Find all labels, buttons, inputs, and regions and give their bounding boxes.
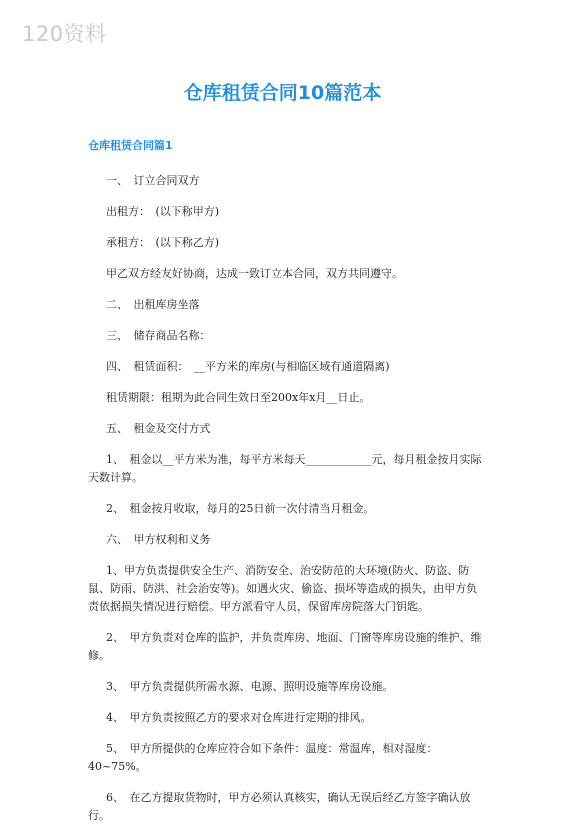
paragraph: 3、 甲方负责提供所需水源、电源、照明设施等库房设施。: [106, 680, 394, 693]
paragraph: 出租方： (以下称甲方): [106, 205, 220, 218]
paragraph: 2、 甲方负责对仓库的监护，并负责库房、地面、门窗等库房设施的维护、维修。: [88, 631, 482, 662]
paragraph: 二、 出租库房坐落: [106, 298, 200, 311]
paragraph: 四、 租赁面积： __平方米的库房(与相临区域有通道隔离): [106, 360, 390, 373]
section-heading: 仓库租赁合同篇1: [88, 139, 173, 152]
paragraph: 4、 甲方负责按照乙方的要求对仓库进行定期的排风。: [106, 711, 372, 724]
paragraph: 六、 甲方权利和义务: [106, 533, 211, 546]
paragraph: 5、 甲方所提供的仓库应符合如下条件：温度：常温库，相对湿度：40~75%。: [88, 742, 438, 773]
paragraph: 承租方： (以下称乙方): [106, 236, 220, 249]
paragraph: 租赁期限：租期为此合同生效日至200x年x月__日止。: [106, 391, 371, 404]
paragraph: 6、 在乙方提取货物时，甲方必须认真核实，确认无误后经乙方签字确认放行。: [88, 791, 471, 822]
paragraph: 1、 租金以__平方米为准，每平方米每天____________元，每月租金按月实际天数计算。: [88, 453, 482, 484]
paragraph: 五、 租金及交付方式: [106, 422, 211, 435]
paragraph: 2、 租金按月收取，每月的25日前一次付清当月租金。: [106, 502, 375, 515]
paragraph: 甲乙双方经友好协商，达成一致订立本合同，双方共同遵守。: [106, 267, 403, 280]
document-body: [88, 172, 488, 838]
watermark: 120资料: [22, 22, 107, 46]
paragraph: 一、 订立合同双方: [106, 174, 200, 187]
paragraph: 三、 储存商品名称：: [106, 329, 211, 342]
paragraph: 1、甲方负责提供安全生产、消防安全、治安防范的大环境(防火、防盗、防鼠、防雨、防洪、社会治安等)。如遇火灾、偷盗、损坏等造成的损失，由甲方负责依据损失情况进行赔偿。甲方派看守人员，保留库房院落大门钥匙。: [88, 564, 478, 613]
page-title: 仓库租赁合同10篇范本: [183, 82, 382, 104]
